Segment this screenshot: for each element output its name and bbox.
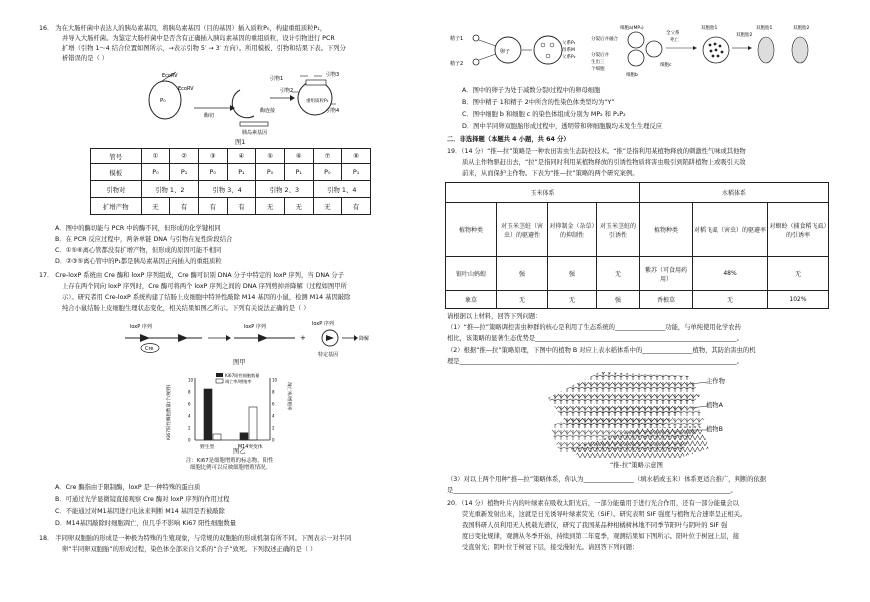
cell-c-label: 细胞c	[660, 63, 672, 68]
twin2-label: 双胞胎2	[736, 33, 753, 38]
section-2-heading: 二．非选择题（本题共 4 小题，共 64 分）	[447, 136, 570, 143]
cell-b-label: 细胞b	[626, 73, 638, 78]
table-cell: 无	[548, 291, 597, 309]
table-cell: 无	[313, 198, 342, 215]
y-tick-left: 6	[188, 401, 191, 407]
paternal2-label: 父系P₂	[562, 55, 576, 60]
q18-line-2: 卵“半同卵双胞胎”的形成过程，染色体全部来自父系的“合子”致死。下列叙述正确的是（ ）	[62, 546, 317, 553]
table-cell: 无	[693, 291, 768, 309]
loxp-label-1: loxP 序列	[130, 324, 152, 330]
table-header: ⑧	[342, 149, 371, 164]
q19-answer-intro: 请根据以上材料，回答下列问题：	[447, 313, 542, 320]
q17-option-d: D．M14基因敲除时细胞凋亡，但几乎不影响 Ki67 阳性细胞数量	[55, 520, 237, 527]
split-label: 分裂后并	[591, 53, 609, 58]
sperm1-label: 精子1	[450, 36, 464, 42]
table-header: 对抑制金（杂草）的抑制性	[548, 203, 597, 257]
table-cell: P₁	[342, 164, 371, 181]
y-axis-label-right: 凋亡率/增殖率	[286, 382, 291, 411]
y-tick-right: 0	[272, 437, 275, 443]
table-header: ①	[141, 149, 170, 164]
cre-label: Cre	[145, 346, 154, 352]
y-axis-label-left: Ki67阳性细胞数量(个/视野)	[167, 384, 172, 440]
legend-swatch-ki67	[216, 373, 223, 377]
table-header: 管号	[91, 149, 142, 164]
q19-table	[445, 182, 829, 309]
table-cell: 强	[497, 257, 548, 291]
q17-line-2: 上存在两个同向 loxP 序列时，Cre 酶可将两个 loxP 序列之间的 DNA 序列剪掉并降解（过程如图甲所	[62, 283, 347, 290]
y-tick-right: 8	[272, 389, 275, 395]
table-group-header: 玉米体系	[446, 183, 640, 203]
q18-option-b: B．图中精子 1和精子 2中所含的性染色体类型均为“Y”	[462, 99, 615, 106]
primer2-label: 引物2	[280, 88, 294, 94]
fig1-caption: 图1	[235, 139, 246, 146]
table-cell: 有	[198, 198, 227, 215]
table-cell: 无	[256, 198, 285, 215]
table-cell: P₁	[170, 164, 199, 181]
table-cell: 102%	[768, 291, 829, 309]
main-crop-label: 主作物	[706, 378, 725, 385]
table-header: 对稻飞虱（害虫）的驱避率	[693, 203, 768, 257]
table-cell: 无	[497, 291, 548, 309]
plasmid-diagram	[140, 68, 350, 148]
table-cell: 无	[141, 198, 170, 215]
legend-ratio: 凋亡率/增殖率	[225, 379, 252, 384]
enzyme-label: 酶切	[204, 113, 215, 119]
q17-option-a: A．Cre 酶指由于限制酶，loxP 是一种特殊的蛋白质	[55, 484, 201, 491]
ki67-bar-chart	[160, 370, 300, 450]
fig-b-note-2: 细胞比例可以反映细胞增殖情况。	[190, 465, 271, 471]
twin2b-label: 双胞胎2	[793, 26, 810, 31]
y-tick-left: 8	[188, 389, 191, 395]
x-tick-wild: 野生型	[200, 445, 215, 450]
death-label: 死亡	[670, 38, 679, 43]
twin-formation-diagram	[448, 18, 828, 78]
chart-bar	[204, 389, 212, 440]
paternal1-label: 父系P₁	[562, 41, 576, 46]
q17-line-4: 纯合小鼠结肠上皮细胞生理状态变化，相关结果如图乙所示。下列有关说法正确的是（ ）	[62, 305, 310, 312]
cre-loxp-diagram	[120, 316, 370, 364]
q20-line-2: 荧光重新发射出来，这就是日光诱导叶绿素荧光（SIF）。研究表明 SIF 强度与植物光合速率呈正相关。	[462, 511, 747, 518]
q16-line-1: 16． 为在大肠杆菌中表达人的胰岛素基因，将胰岛素基因（目的基因）插入质粒P₀，构建重组质粒P₁，	[39, 25, 327, 32]
table-cell: 无	[768, 257, 829, 291]
table-cell: 引物 2、3	[256, 181, 313, 198]
table-cell: 引物 3、4	[198, 181, 255, 198]
divide-label: 分裂后并融合	[591, 37, 618, 42]
recomb-label: 重组质粒P₁	[306, 99, 329, 104]
loxp-label-2: loxP 序列	[244, 324, 266, 330]
twin1-label: 双胞胎1	[701, 26, 718, 31]
q16-option-a: A．图中的酶切能与 PCR 中的酶不同，但形成的化学键相同	[55, 225, 221, 232]
insulin-gene-label: 胰岛素基因	[242, 130, 268, 136]
q19-answer-1b: 相比，该策略的显著生态优势是________________________________________________________________。	[447, 335, 743, 342]
y-tick-left: 4	[188, 413, 191, 419]
svg-text:+: +	[300, 334, 306, 342]
table-cell: 有	[170, 198, 199, 215]
table-cell: 引物对	[91, 181, 142, 198]
table-cell: 有	[342, 198, 371, 215]
fig-b-note-1: 注：Ki67是细胞增殖的标志物，阳性	[186, 458, 274, 464]
fig-a-caption: 图甲	[233, 359, 246, 366]
table-header: 对玉米茎蛀的引诱性	[597, 203, 640, 257]
table-cell: 香根草	[640, 291, 693, 309]
q18-option-c: C．图中细胞 b 和细胞 c 的染色体组成分别为 MP₂ 和 P₁P₂	[462, 111, 626, 118]
table-cell: 无	[284, 198, 313, 215]
table-header: 对螟蛉（捕食稻飞虱）的引诱率	[768, 203, 829, 257]
ecorv-label-mid: EcoRV	[178, 86, 194, 92]
primer1-label: 引物1	[270, 76, 284, 82]
table-cell: P₁	[227, 164, 256, 181]
table-header: 植物种类	[640, 203, 693, 257]
legend-swatch-ratio	[216, 379, 223, 383]
q17-option-c: C．不能通过对M1基因进行电泳来判断 M14 基因是否被敲除	[55, 508, 225, 515]
y-tick-left: 0	[188, 437, 191, 443]
specific-gene-label: 特定基因	[318, 352, 339, 358]
egg-label: 卵子	[500, 49, 511, 55]
table-cell: P₁	[284, 164, 313, 181]
table-header: ⑥	[284, 149, 313, 164]
q19-answer-2b: 理是________________________________________________________________________________________。	[447, 358, 743, 365]
table-header: 植物种类	[446, 203, 497, 257]
q19-line-1: 19．（14 分）“推—拉”策略是一种农田害虫生态防控技术。“推”是指利用某植物释放的刺激性气味或其他物	[447, 148, 746, 155]
q19-answer-1a: （1）“推—拉”策略调控害虫种群的核心是利用了生态系统的________________功能，与单纯使用化学农药	[447, 324, 741, 331]
table-cell: 有	[227, 198, 256, 215]
q20-line-4: 度日变化规律，观测从冬季开始，持续到第二年夏季，观测结果如下图所示。阳叶位于树冠上层，接	[462, 533, 740, 540]
table-cell: P₀	[256, 164, 285, 181]
q16-option-c: C．①⑤⑥离心管都没有扩增产物，但形成的原因可能不相同	[55, 247, 222, 254]
plant-b-label: 植物B	[706, 426, 723, 433]
table-cell: P₀	[313, 164, 342, 181]
table-cell: 强	[548, 257, 597, 291]
y-tick-left: 2	[188, 425, 191, 431]
table-header: ⑤	[256, 149, 285, 164]
q17-line-1: 17． Cre-loxP 系统由 Cre 酶和 loxP 序列组成，Cre 酶可识别 DNA 分子中特定的 loxP 序列，当 DNA 分子	[39, 272, 345, 279]
table-cell: 强	[597, 291, 640, 309]
table-cell: P₀	[141, 164, 170, 181]
table-cell: 象草	[446, 291, 497, 309]
table-header: ②	[170, 149, 199, 164]
q19-line-3: 前来，从而保护主作物。下表为“推—拉”策略的两个研究案例。	[462, 170, 639, 177]
q16-table	[90, 148, 371, 215]
q18-option-a: A．图中的卵子为处于减数分裂Ⅰ过程中的卵母细胞	[462, 87, 601, 94]
q16-line-3: 扩增（引物 1～4 结合位置如图所示，→表示引物 5′ → 3′ 方向）。所用模板、引物和结果下表。下列分	[62, 45, 346, 52]
q19-answer-3b: 是________________________________________________________________________________________。	[447, 487, 737, 494]
q20-line-5: 受直射光；阴叶位于树冠下层，接受漫射光。请回答下列问题：	[462, 544, 639, 551]
p0-label: P₀	[160, 98, 166, 104]
table-cell: 引物 1、4	[313, 181, 370, 198]
table-cell: 模板	[91, 164, 142, 181]
table-cell: 紫苏（可食用药用）	[640, 257, 693, 291]
fig-b-caption: 图乙	[233, 448, 246, 455]
ecorv-label-top: EcoRV	[162, 73, 178, 79]
q20-line-3: 我国科研人员利用无人机载光谱仪，研究了我国某品种柑橘树林地不同季节阳叶与阴叶的 SIF 强	[462, 522, 728, 529]
y-tick-left: 10	[188, 377, 194, 383]
cell-a-label: 细胞a(MP₁)	[620, 26, 644, 31]
table-cell: P₀	[198, 164, 227, 181]
table-cell: 银叶山蚂蝗	[446, 257, 497, 291]
sperm2-label: 精子2	[450, 61, 464, 67]
table-cell: 48%	[693, 257, 768, 291]
chart-bar	[213, 434, 221, 440]
x-tick-mutant: M14突变体	[238, 445, 263, 450]
twin1b-label: 双胞胎1	[756, 26, 773, 31]
q17-option-b: B．可通过光学显微镜直接观察 Cre 酶对 loxP 序列的作用过程	[55, 496, 230, 503]
q16-option-b: B．在 PCR 反应过程中，两条单链 DNA 与引物在复性阶段结合	[55, 236, 233, 243]
push-pull-caption: “推-拉”策略示意图	[610, 462, 663, 469]
chart-bar	[249, 407, 257, 440]
table-group-header: 水稻体系	[640, 183, 829, 203]
chart-bar	[240, 433, 248, 440]
table-cell: 引物 1、2	[141, 181, 198, 198]
table-header: ④	[227, 149, 256, 164]
three2-label: 个细胞	[591, 67, 605, 72]
y-tick-right: 2	[272, 425, 275, 431]
primer3-label: 引物3	[326, 72, 340, 78]
q19-answer-3a: （3）对以上两个用种“推—拉”策略体系，你认为________________（填水稻或玉米）体系更适合推广，判断的依据	[447, 476, 767, 483]
q16-line-2: 并导入大肠杆菌。为鉴定大肠杆菌中是否含有正确插入胰岛素基因的重组质粒，设计引物进行 PCR	[62, 35, 335, 42]
q16-line-4: 析错误的是（ ）	[62, 55, 109, 62]
y-tick-right: 6	[272, 401, 275, 407]
q17-line-3: 示）。研究者用 Cre-loxP 系统构建了结肠上皮细胞中特异性敲除 M14 基因的小鼠，检测 M14 基因敲除	[62, 294, 351, 301]
maternal-label: 母系M	[562, 48, 575, 53]
y-tick-right: 4	[272, 413, 275, 419]
all-father-label: 全父系	[666, 31, 680, 36]
three-label: 生出三	[591, 60, 605, 65]
table-header: ③	[198, 149, 227, 164]
legend-ki67: Ki67阳性细胞数量	[225, 373, 260, 378]
table-header: ⑦	[313, 149, 342, 164]
degrade-label: 降解	[359, 336, 370, 342]
ligase-label: 酶连接	[260, 108, 276, 114]
plant-a-label: 植物A	[706, 402, 723, 409]
q19-answer-2a: （2）根据“推—拉”策略原理，下图中的植物 B 对应上表水稻体系中的________________植物，其防治害虫的机	[447, 347, 756, 354]
table-cell: 无	[597, 257, 640, 291]
q16-option-d: D．②③⑤离心管中的P₁都是胰岛素基因正向插入的重组质粒	[55, 258, 222, 265]
loxp-label-3: loxP 序列	[312, 321, 334, 327]
q18-option-d: D．图中半同卵双胞胎形成过程中，透明带和卵细胞膜均未发生生理反应	[462, 123, 663, 130]
q19-line-2: 质从主作物驱赶出去，“拉”是指同时利用某植物释放的引诱性物质将害虫吸引到陷阱植物上或吸引天敌	[462, 159, 746, 166]
primer4-label: 引物4	[326, 108, 340, 114]
q18-line-1: 18． 半同卵双胞胎的形成是一种极为特殊的生殖现象，与常规的双胞胎的形成机制有所不同。下图表示一对半同	[39, 535, 352, 542]
q20-line-1: 20．（14 分）植物叶片内的叶绿素在吸收太阳光后，一部分能量用于进行光合作用，还有一部分能量会以	[447, 500, 739, 507]
table-header: 对玉米茎蛀（害虫）的驱避性	[497, 203, 548, 257]
y-tick-right: 10	[272, 377, 278, 383]
table-cell: 扩增产物	[91, 198, 142, 215]
